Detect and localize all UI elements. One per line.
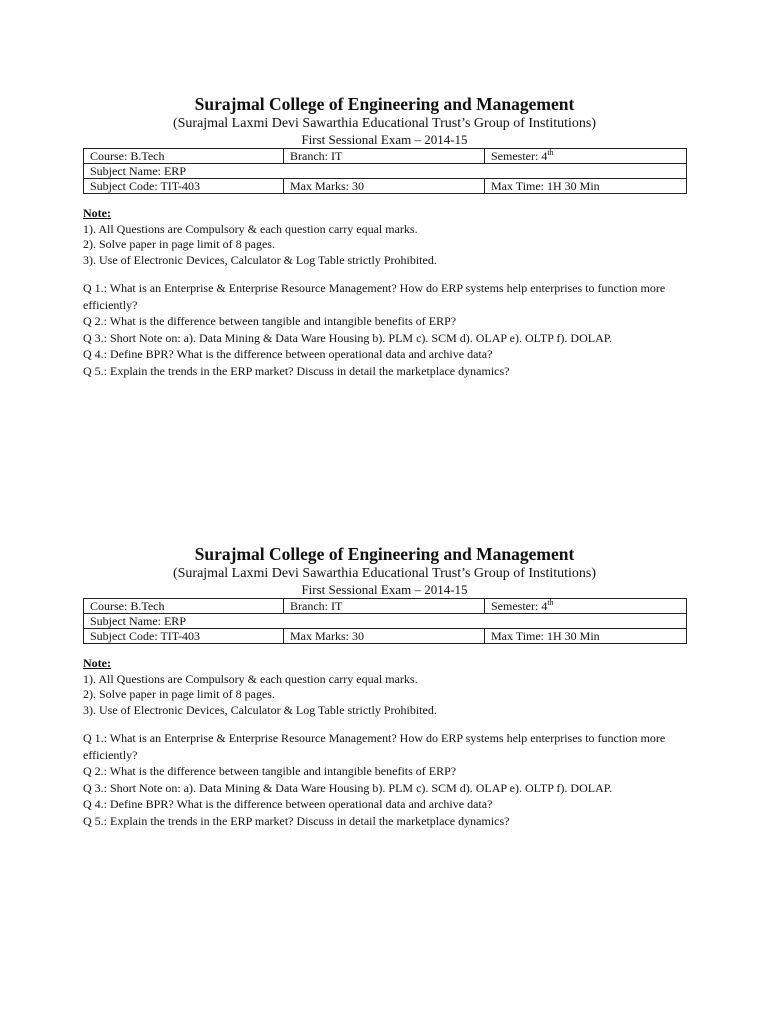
table-row (84, 629, 687, 644)
college-title: Surajmal College of Engineering and Management (194, 544, 575, 564)
question-item: Q 4.: Define BPR? What is the difference between operational data and archive data? (83, 797, 493, 811)
question-item: Q 2.: What is the difference between tangible and intangible benefits of ERP? (83, 314, 457, 328)
question-item: Q 5.: Explain the trends in the ERP market? Discuss in detail the marketplace dynamics? (83, 363, 510, 378)
course-info-table (83, 598, 687, 644)
question-list (83, 730, 683, 829)
subject-name-cell: Subject Name: ERP (84, 614, 687, 629)
course-cell: Course: B.Tech (84, 599, 284, 614)
exam-name: First Sessional Exam – 2014-15 (301, 582, 468, 597)
note-heading: Note: (83, 656, 111, 670)
question-item: Q 4.: Define BPR? What is the difference between operational data and archive data? (83, 347, 493, 361)
note-block (83, 656, 686, 718)
max-marks-cell: Max Marks: 30 (284, 629, 485, 644)
course-info-table (83, 148, 687, 194)
college-title: Surajmal College of Engineering and Management (194, 94, 575, 114)
table-row (84, 599, 687, 614)
table-row (84, 164, 687, 179)
note-item: 2). Solve paper in page limit of 8 pages. (83, 237, 275, 251)
semester-superscript: th (547, 598, 554, 607)
question-item: Q 2.: What is the difference between tangible and intangible benefits of ERP? (83, 764, 457, 778)
semester-value: Semester: 4 (491, 599, 548, 613)
exam-section-1 (83, 93, 686, 379)
semester-value: Semester: 4 (491, 149, 548, 163)
subject-code-cell: Subject Code: TIT-403 (84, 629, 284, 644)
course-cell: Course: B.Tech (84, 149, 284, 164)
question-item: Q 5.: Explain the trends in the ERP market? Discuss in detail the marketplace dynamics? (83, 813, 510, 828)
question-item: Q 3.: Short Note on: a). Data Mining & Data Ware Housing b). PLM c). SCM d). OLAP e). OLTP f). DOLAP. (83, 330, 613, 345)
note-item: 1). All Questions are Compulsory & each question carry equal marks. (83, 671, 418, 686)
question-item: Q 1.: What is an Enterprise & Enterprise Resource Management? How do ERP systems help enterprises to function more efficiently? (83, 281, 666, 312)
trust-subtitle: (Surajmal Laxmi Devi Sawarthia Educational Trust’s Group of Institutions) (172, 116, 597, 131)
subject-name-cell: Subject Name: ERP (84, 164, 687, 179)
note-item: 3). Use of Electronic Devices, Calculator & Log Table strictly Prohibited. (83, 252, 437, 267)
table-row (84, 614, 687, 629)
exam-name: First Sessional Exam – 2014-15 (301, 132, 468, 147)
exam-section-2 (83, 543, 686, 829)
branch-cell: Branch: IT (284, 599, 485, 614)
question-item: Q 3.: Short Note on: a). Data Mining & Data Ware Housing b). PLM c). SCM d). OLAP e). OLTP f). DOLAP. (83, 780, 613, 795)
semester-cell (485, 599, 687, 614)
table-row (84, 149, 687, 164)
max-time-cell: Max Time: 1H 30 Min (485, 179, 687, 194)
note-item: 2). Solve paper in page limit of 8 pages. (83, 687, 275, 701)
note-block (83, 206, 686, 268)
question-list (83, 280, 683, 379)
trust-subtitle: (Surajmal Laxmi Devi Sawarthia Educational Trust’s Group of Institutions) (172, 566, 597, 581)
note-heading: Note: (83, 206, 111, 220)
semester-superscript: th (547, 148, 554, 157)
branch-cell: Branch: IT (284, 149, 485, 164)
subject-code-cell: Subject Code: TIT-403 (84, 179, 284, 194)
question-item: Q 1.: What is an Enterprise & Enterprise Resource Management? How do ERP systems help enterprises to function more efficiently? (83, 731, 666, 762)
max-marks-cell: Max Marks: 30 (284, 179, 485, 194)
note-item: 3). Use of Electronic Devices, Calculator & Log Table strictly Prohibited. (83, 702, 437, 717)
table-row (84, 179, 687, 194)
note-item: 1). All Questions are Compulsory & each question carry equal marks. (83, 221, 418, 236)
max-time-cell: Max Time: 1H 30 Min (485, 629, 687, 644)
semester-cell (485, 149, 687, 164)
